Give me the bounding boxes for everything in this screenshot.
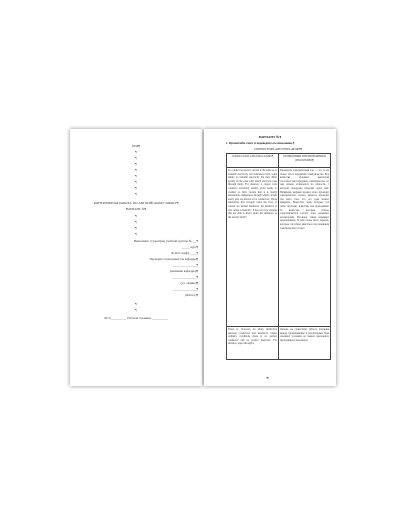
table-header-russian: ПРОВОДНИКИ И НЕПРОВОДНИКИ (ИЗОЛЯТОРЫ)¶ bbox=[279, 154, 331, 168]
checked-by-line: Проверил: преподаватель кафедры¶ bbox=[149, 257, 198, 261]
blank-line: _______________¶ bbox=[172, 263, 198, 267]
mark: ¶ bbox=[135, 174, 137, 178]
mark: ¶ bbox=[135, 192, 137, 196]
table-header-english: CONDUCTORS AND INSULATORS¶ bbox=[227, 154, 279, 168]
mark: ¶ bbox=[135, 156, 137, 160]
mark: ¶ bbox=[135, 220, 137, 224]
mark: ¶ bbox=[135, 214, 137, 218]
mark: ¶ bbox=[135, 150, 137, 154]
department-caption: (название кафедры)¶ bbox=[169, 269, 198, 273]
page-number: 3¶ bbox=[266, 377, 269, 380]
document-title: КОНТРОЛЬНАЯ РАБОТА ПО АНГЛИЙСКОМУ ЯЗЫКУ¶ bbox=[93, 201, 179, 205]
blank-line: _______________¶ bbox=[172, 287, 198, 291]
mark: БУФ¶ bbox=[132, 144, 140, 148]
text-subtitle: CONDUCTORS AND INSULATORS¶ bbox=[254, 147, 302, 151]
russian-paragraph: Однако, не существует чёткого различия между проводниками и изоляторами. При обычных условиях не бывает идеального проводника и идеального bbox=[279, 327, 331, 360]
course-line: _____ курс¶ bbox=[181, 245, 198, 249]
table-row bbox=[227, 168, 331, 327]
mark: ¶ bbox=[135, 180, 137, 184]
name-code-line: Ф.И.О. шифр ____¶ bbox=[171, 251, 198, 255]
table-row bbox=[227, 154, 331, 168]
page-footer: 2013__________ Рабочая страница __________ bbox=[104, 316, 168, 320]
title-page bbox=[70, 129, 202, 386]
mark: ¶ bbox=[135, 162, 137, 166]
mark: ¶ bbox=[135, 186, 137, 190]
translation-table bbox=[226, 153, 331, 360]
russian-paragraph: Проводить электрический ток — это то же самое, что и передавать электричество. Все вещества обладают некоторой способностью передавать электричество, но они сильно отличаются по лёгкости, с которой электроны проходят через них. Например, медный провод легко проводит электричество, стекло, кажется, проводит так мало тока, что его едва можно измерить. Вещества, через которые ток легко проходит, известны как проводники. Те вещества, которые сильно сопротивляются потоку тока, называют изоляторами. Изолятор также называют диэлектриком. В нём очень мало зарядов, которые способны двигаться под влиянием электрического поля.¤ bbox=[279, 168, 331, 327]
table-row bbox=[227, 327, 331, 360]
task-instruction: 1. Прочитайте текст и переведите его письменно.¶ bbox=[226, 141, 295, 145]
mark: ¶ bbox=[135, 308, 137, 312]
mark: ¶ bbox=[135, 168, 137, 172]
student-line: Выполнил: студент(ка) учебной группы №___¶ bbox=[133, 239, 198, 243]
mark: ¶ bbox=[135, 302, 137, 306]
rank-caption: (уч. звание)¶ bbox=[180, 281, 198, 285]
mark: ¶ bbox=[135, 232, 137, 236]
mark: ¶ bbox=[135, 226, 137, 230]
assignment-page bbox=[204, 129, 336, 386]
blank-line: _______________¶ bbox=[172, 275, 198, 279]
variant-heading: ВАРИАНТ №¶ bbox=[258, 135, 282, 139]
english-paragraph: There is, however, no sharp distinction between conductors and insulators. Under ordinary conditions there is no perfect conductor and no perfect dielectric. For instance, paper through a bbox=[227, 327, 279, 360]
variant-label: ВАРИАНТ №¶ bbox=[125, 207, 147, 211]
english-paragraph: To conduct an electric current is the same as to transmit electricity. All substances have some ability to transmit electricity but they differ greatly in the ease with which electrons pass through them. For instance, a copper wire conducts electricity readily, glass seems to conduct so little current that it is hardly measurable. Substances through which current easily pass are known to be conductors. Those substances that strongly resist the flow of current are termed insulators. An insulator is also called a dielectric. It has very few charges that are able to move under the influence of the electric field.¤ bbox=[227, 168, 279, 327]
name-caption: (Ф.И.О.)¶ bbox=[184, 293, 198, 297]
